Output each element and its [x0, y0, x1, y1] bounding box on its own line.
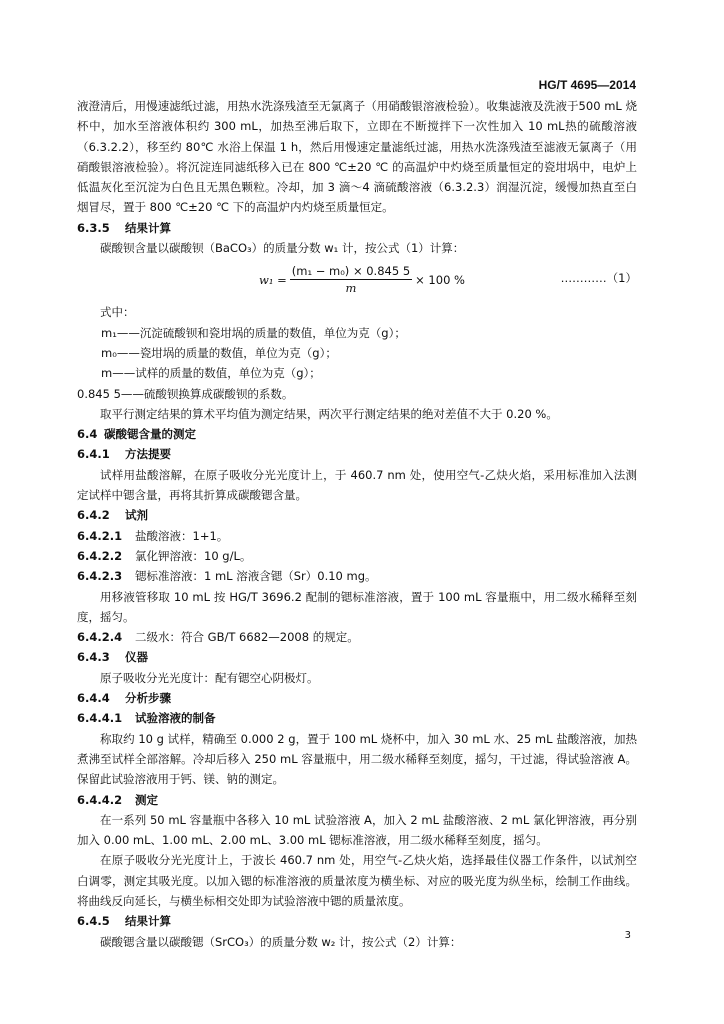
formula-1 — [77, 258, 637, 302]
definition: 0.845 5——硫酸钡换算成碳酸钡的系数。 — [77, 386, 294, 401]
definition: m——试样的质量的数值，单位为克（g）； — [101, 366, 321, 381]
paragraph: 取平行测定结果的算术平均值为测定结果，两次平行测定结果的绝对差值不大于 0.20 %。 — [100, 406, 558, 421]
standard-number: HG/T 4695—2014 — [538, 78, 636, 92]
clause-6-4-2-2: 6.4.2.2 氯化钾溶液：10 g/L。 — [77, 548, 252, 563]
heading-6-4: 6.4 碳酸锶含量的测定 — [77, 427, 196, 442]
formula-lhs: w₁ = — [259, 272, 287, 287]
formula-numerator: (m₁ − m₀) × 0.845 5 — [291, 264, 411, 279]
paragraph: 碳酸钡含量以碳酸钡（BaCO₃）的质量分数 w₁ 计，按公式（1）计算： — [100, 241, 465, 256]
heading-6-4-4: 6.4.4 分析步骤 — [77, 691, 171, 706]
paragraph: 试样用盐酸溶解，在原子吸收分光光度计上，于 460.7 nm 处，使用空气-乙炔火焰，采用标准加入法测定试样中锶含量，再将其折算成碳酸锶含量。 — [77, 467, 637, 503]
document-body — [77, 96, 637, 952]
clause-6-4-2-3: 6.4.2.3 锶标准溶液：1 mL 溶液含锶（Sr）0.10 mg。 — [77, 569, 377, 584]
formula-number: …………（1） — [560, 271, 637, 286]
definition: m₁——沉淀硫酸钡和瓷坩埚的质量的数值，单位为克（g）； — [101, 325, 406, 340]
heading-6-3-5: 6.3.5 结果计算 — [77, 220, 171, 235]
formula-factor: × 100 % — [415, 272, 465, 287]
formula-fraction — [290, 264, 412, 295]
clause-6-4-2-1: 6.4.2.1 盐酸溶液：1+1。 — [77, 528, 229, 543]
definition: m₀——瓷坩埚的质量的数值，单位为克（g）； — [101, 345, 337, 360]
page-number: 3 — [624, 930, 631, 941]
paragraph: 在一系列 50 mL 容量瓶中各移入 10 mL 试验溶液 A，加入 2 mL 盐酸溶液、2 mL 氯化钾溶液，再分别加入 0.00 mL、1.00 mL、2.00 mL、3.00 mL 锶标准溶液，用二级水稀释至刻度，摇匀。 — [77, 812, 637, 848]
heading-6-4-4-2: 6.4.4.2 测定 — [77, 792, 158, 807]
heading-6-4-2: 6.4.2 试剂 — [77, 508, 148, 523]
clause-6-4-2-4: 6.4.2.4 二级水：符合 GB/T 6682—2008 的规定。 — [77, 630, 359, 645]
paragraph: 液澄清后，用慢速滤纸过滤，用热水洗涤残渣至无氯离子（用硝酸银溶液检验）。收集滤液及洗液于500 mL 烧杯中，加水至溶液体积约 300 mL，加热至沸后取下，立即在不断搅拌下一次性加入 10 mL热的硫酸溶液（6.3.2.2），移至约 80℃ 水浴上保温 1 h，然后用慢速定量滤纸过滤，用热水洗涤残渣至滤液无氯离子（用硝酸银溶液检验）。将沉淀连同滤纸移入已在 800 ℃±20 ℃ 的高温炉中灼烧至质量恒定的瓷坩埚中，电炉上低温灰化至沉淀为白色且无黑色颗粒。冷却，加 3 滴～4 滴硫酸溶液（6.3.2.3）润湿沉淀，缓慢加热直至白烟冒尽，置于 800 ℃±20 ℃ 下的高温炉内灼烧至质量恒定。 — [77, 99, 637, 215]
heading-6-4-4-1: 6.4.4.1 试验溶液的制备 — [77, 711, 216, 726]
paragraph: 碳酸锶含量以碳酸锶（SrCO₃）的质量分数 w₂ 计，按公式（2）计算： — [100, 934, 462, 949]
heading-6-4-3: 6.4.3 仪器 — [77, 650, 148, 665]
paragraph: 称取约 10 g 试样，精确至 0.000 2 g，置于 100 mL 烧杯中，加入 30 mL 水、25 mL 盐酸溶液，加热煮沸至试样全部溶解。冷却后移入 250 mL 容量瓶中，用二级水稀释至刻度，摇匀，干过滤，得试验溶液 A。保留此试验溶液用于钙、镁、钠的测定。 — [77, 731, 637, 787]
heading-6-4-5: 6.4.5 结果计算 — [77, 914, 171, 929]
paragraph: 在原子吸收分光光度计上，于波长 460.7 nm 处，用空气-乙炔火焰，选择最佳仪器工作条件，以试剂空白调零，测定其吸光度。以加入锶的标准溶液的质量浓度为横坐标、对应的吸光度为纵坐标，绘制工作曲线。将曲线反向延长，与横坐标相交处即为试验溶液中锶的质量浓度。 — [77, 853, 637, 908]
paragraph: 原子吸收分光光度计：配有锶空心阴极灯。 — [100, 670, 319, 685]
formula-denominator: m — [345, 281, 357, 296]
defs-intro: 式中： — [100, 305, 135, 320]
variable-definitions — [77, 323, 637, 404]
heading-6-4-1: 6.4.1 方法提要 — [77, 447, 171, 462]
paragraph: 用移液管移取 10 mL 按 HG/T 3696.2 配制的锶标准溶液，置于 100 mL 容量瓶中，用二级水稀释至刻度，摇匀。 — [77, 589, 637, 624]
